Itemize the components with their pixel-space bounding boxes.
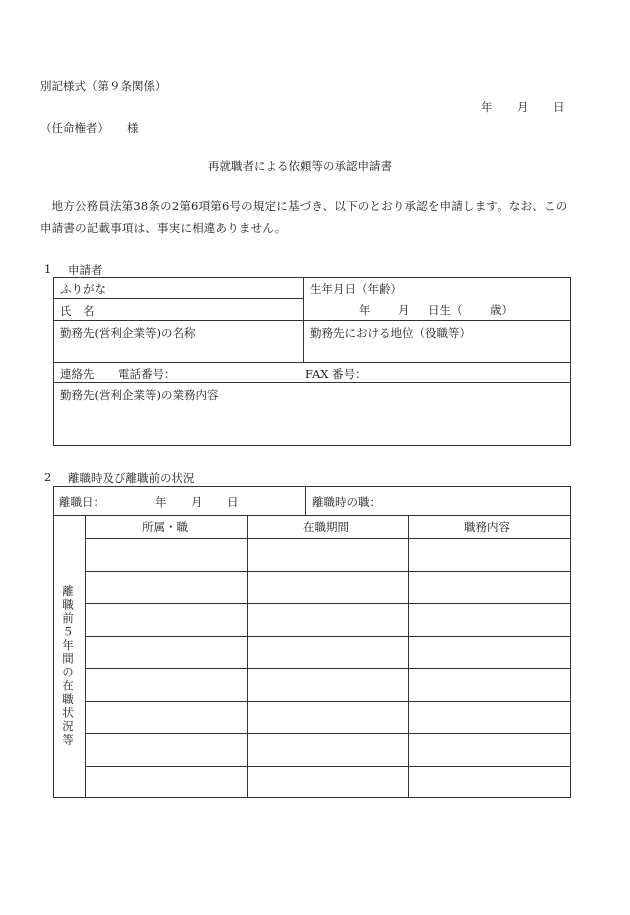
history-row-line bbox=[85, 701, 571, 702]
contact-label: 連絡先 bbox=[60, 367, 95, 381]
name-label: 氏 名 bbox=[60, 304, 95, 318]
section2-number: 2 bbox=[44, 470, 52, 484]
addressee-label: （任命権者） bbox=[40, 121, 109, 135]
history-row-line bbox=[85, 733, 571, 734]
history-row-line bbox=[85, 571, 571, 572]
honorific-label: 様 bbox=[127, 121, 139, 135]
history-row-line bbox=[85, 603, 571, 604]
position-label: 勤務先における地位（役職等） bbox=[310, 326, 471, 340]
retire-month-label: 月 bbox=[191, 495, 203, 509]
section1-heading: 申請者 bbox=[68, 263, 103, 277]
birth-month-label: 月 bbox=[398, 303, 410, 317]
column-header-affiliation: 所属・職 bbox=[142, 520, 188, 534]
retire-day-label: 日 bbox=[227, 495, 239, 509]
retire-post-label: 離職時の職： bbox=[312, 495, 381, 509]
section2-heading: 離職時及び離職前の状況 bbox=[68, 471, 195, 485]
form-label: 別記様式（第９条関係） bbox=[40, 79, 167, 93]
birth-age-label: 歳） bbox=[490, 303, 513, 317]
retire-year-label: 年 bbox=[155, 495, 167, 509]
birth-day-label: 日生（ bbox=[428, 303, 463, 317]
furigana-label: ふりがな bbox=[60, 282, 106, 296]
history-row-line bbox=[85, 668, 571, 669]
phone-label: 電話番号： bbox=[118, 367, 176, 381]
section1-number: 1 bbox=[44, 262, 52, 276]
birth-year-label: 年 bbox=[359, 303, 371, 317]
business-label: 勤務先(営利企業等)の業務内容 bbox=[60, 388, 219, 402]
date-day-label: 日 bbox=[553, 100, 565, 114]
employer-name-label: 勤務先(営利企業等)の名称 bbox=[60, 326, 196, 340]
history-row-line bbox=[85, 766, 571, 767]
date-month-label: 月 bbox=[517, 100, 529, 114]
history-row-line bbox=[85, 538, 571, 539]
retire-date-label: 離職日： bbox=[59, 495, 105, 509]
fax-label: FAX 番号： bbox=[305, 367, 367, 381]
history-row-line bbox=[85, 636, 571, 637]
birth-label: 生年月日（年齢） bbox=[310, 282, 402, 296]
document-title: 再就職者による依頼等の承認申請書 bbox=[208, 159, 392, 173]
side-label: 離職前５年間の在職状況等 bbox=[61, 585, 75, 747]
column-header-period: 在職期間 bbox=[303, 520, 349, 534]
column-header-duties: 職務内容 bbox=[464, 520, 510, 534]
intro-paragraph: 地方公務員法第38条の2第6項第6号の規定に基づき、以下のとおり承認を申請します。なお、この申請書の記載事項は、事実に相違ありません。 bbox=[40, 199, 568, 235]
date-year-label: 年 bbox=[481, 100, 493, 114]
